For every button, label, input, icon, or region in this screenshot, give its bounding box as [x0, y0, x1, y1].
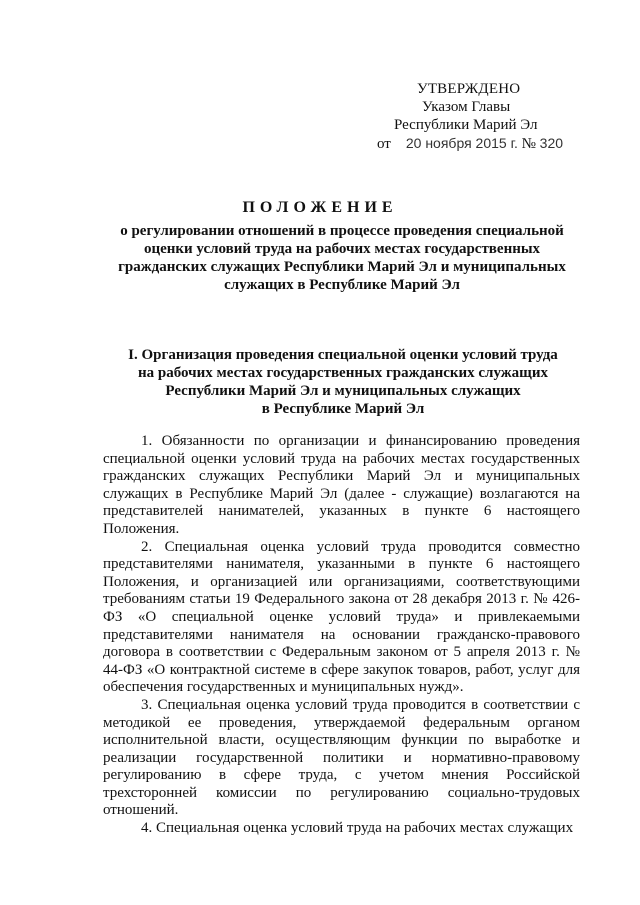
approval-decree: Указом Главы	[422, 99, 511, 115]
section-heading	[98, 346, 588, 418]
approval-number: 320	[539, 135, 564, 151]
paragraph-1: 1. Обязанности по организации и финансированию проведения специальной оценки условий труда на рабочих местах государственных гражданских служащих Республики Марий Эл и муниципальных служащих в Республике Марий Эл (далее - служащие) возлагаются на представителей нанимателей, указанных в пункте 6 настоящего Положения.	[103, 433, 580, 537]
section-heading-line: Республики Марий Эл и муниципальных служащих	[165, 383, 521, 399]
approval-number-label: №	[521, 136, 536, 152]
subtitle-line: гражданских служащих Республики Марий Эл и муниципальных	[118, 259, 566, 275]
approval-stamp	[360, 80, 590, 153]
document-subtitle	[100, 222, 584, 294]
approval-date: 20 ноября 2015 г.	[405, 135, 518, 151]
approval-date-line	[360, 134, 590, 153]
paragraph-3: 3. Специальная оценка условий труда проводится в соответствии с методикой ее проведения, утверждаемой федеральным органом исполнительной власти, осуществляющим функции по выработке и реализации государственной политики и нормативно-правовому регулированию в сфере труда, с учетом мнения Российской трехсторонней комиссии по регулированию социально-трудовых отношений.	[103, 696, 580, 819]
section-heading-line: I. Организация проведения специальной оценки условий труда	[128, 347, 558, 363]
subtitle-line: о регулировании отношений в процессе проведения специальной	[120, 223, 564, 239]
section-heading-line: на рабочих местах государственных гражданских служащих	[138, 365, 548, 381]
document-title: ПОЛОЖЕНИЕ	[242, 199, 398, 216]
subtitle-line: служащих в Республике Марий Эл	[224, 277, 460, 293]
approval-republic: Республики Марий Эл	[394, 117, 538, 133]
section-heading-line: в Республике Марий Эл	[261, 401, 425, 417]
paragraph-4: 4. Специальная оценка условий труда на рабочих местах служащих	[141, 820, 574, 837]
subtitle-line: оценки условий труда на рабочих местах государственных	[143, 241, 541, 257]
approval-heading: УТВЕРЖДЕНО	[417, 81, 521, 97]
document-body	[103, 433, 580, 838]
paragraph-2: 2. Специальная оценка условий труда проводится совместно представителями нанимателя, указанными в пункте 6 настоящего Положения, и организацией или организациями, соответствующими требованиям статьи 19 Федерального закона от 28 декабря 2013 г. № 426-ФЗ «О специальной оценке условий труда» и привлекаемыми представителями нанимателя на основании гражданско-правового договора в соответствии с Федеральным законом от 5 апреля 2013 г. № 44-ФЗ «О контрактной системе в сфере закупок товаров, работ, услуг для обеспечения государственных и муниципальных нужд».	[103, 538, 580, 696]
approval-date-prefix: от	[377, 136, 391, 152]
